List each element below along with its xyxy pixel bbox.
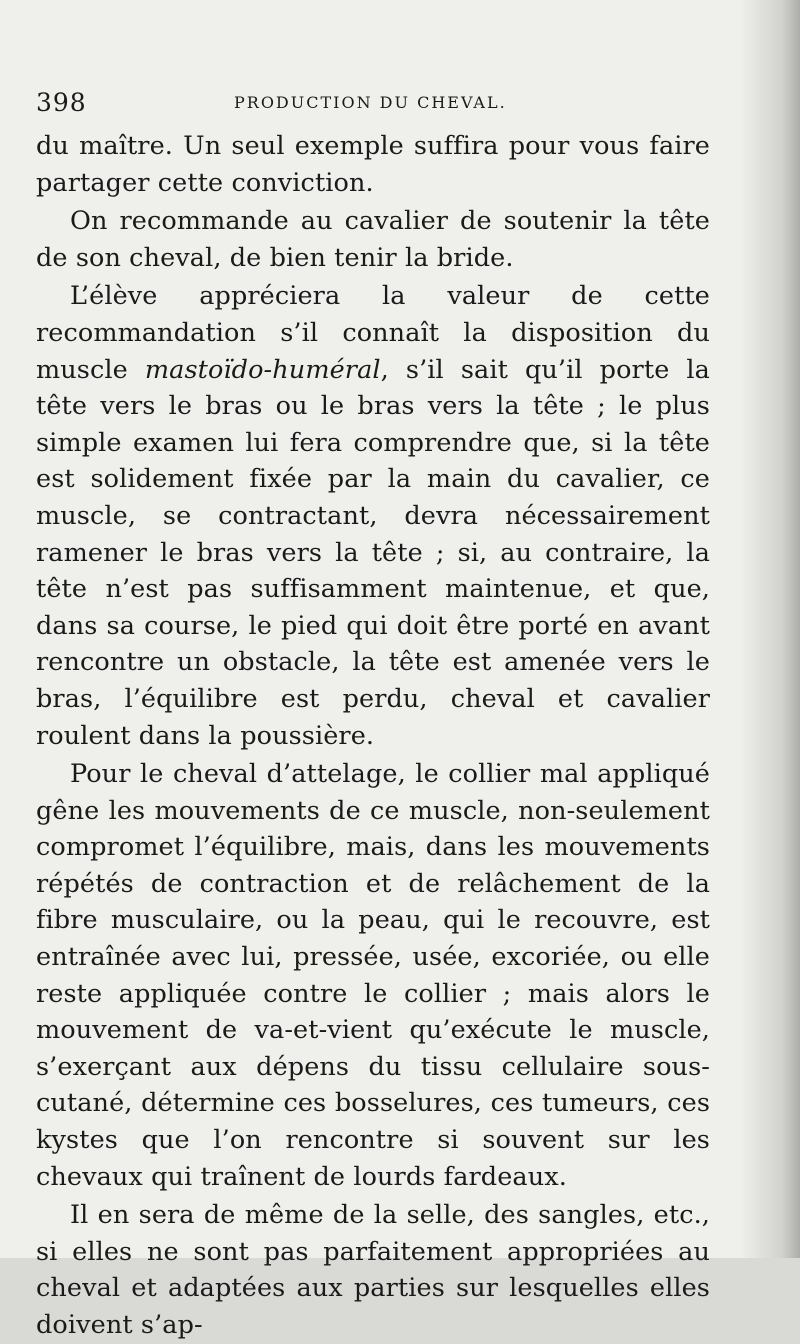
- page-number: 398: [36, 88, 87, 117]
- page-header: [36, 88, 736, 124]
- page-edge-shadow: [740, 0, 800, 1258]
- paragraph-bridle: On recommande au cavalier de soutenir la tête de son cheval, de bien tenir la bride.: [36, 206, 710, 273]
- paragraph-harness: Pour le cheval d’attelage, le collier mal appliqué gêne les mouvements de ce muscle, non-seulement compromet l’équilibre, mais, dans les mouvements répétés de contraction et de relâchement de la fibre musculaire, ou la peau, qui le recouvre, est entraînée avec lui, pressée, usée, excoriée, ou elle reste appliquée contre le collier ; mais alors le mouvement de va-et-vient qu’exécute le muscle, s’exerçant aux dépens du tissu cellulaire sous-cutané, détermine ces bosselures, ces tumeurs, ces kystes que l’on rencontre si souvent sur les chevaux qui traînent de lourds fardeaux.: [36, 759, 710, 1192]
- paragraph-muscle-before: L’élève appréciera la valeur de cette recommandation s’il connaît la disposition du muscle: [36, 281, 710, 385]
- paragraph-muscle: [36, 278, 710, 754]
- running-head: PRODUCTION DU CHEVAL.: [234, 93, 507, 112]
- paragraph-continuation: du maître. Un seul exemple suffira pour vous faire partager cette conviction.: [36, 131, 710, 198]
- body-text: [36, 128, 710, 1344]
- paragraph-muscle-after: , s’il sait qu’il porte la tête vers le bras ou le bras vers la tête ; le plus simple examen lui fera comprendre que, si la tête est solidement fixée par la main du cavalier, ce muscle, se contractant, devra nécessairement ramener le bras vers la tête ; si, au contraire, la tête n’est pas suffisamment maintenue, et que, dans sa course, le pied qui doit être porté en avant rencontre un obstacle, la tête est amenée vers le bras, l’équilibre est perdu, cheval et cavalier roulent dans la poussière.: [36, 354, 710, 751]
- paragraph-saddle: Il en sera de même de la selle, des sangles, etc., si elles ne sont pas parfaitement appropriées au cheval et adaptées aux parties sur lesquelles elles doivent s’ap-: [36, 1200, 710, 1340]
- muscle-name-italic: mastoïdo-huméral: [144, 354, 381, 385]
